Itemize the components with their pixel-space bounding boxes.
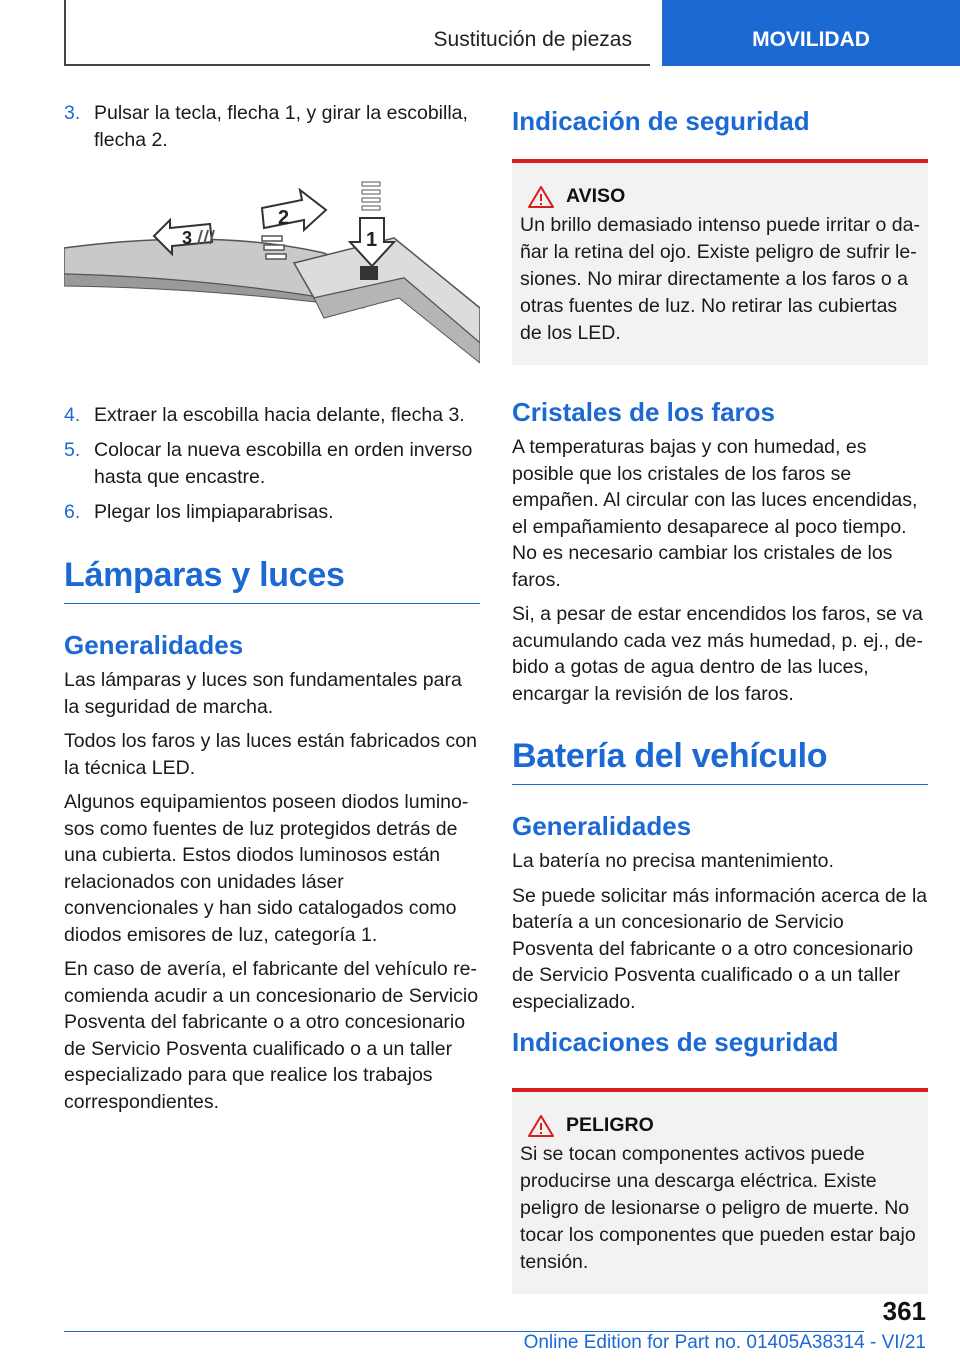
- warning-text: Si se tocan componentes activos puede producirse una descarga eléctrica. Existe peligro de lesionarse o peligro de muerte. No tocar los componentes que pueden estar bajo tensión.: [520, 1143, 916, 1273]
- step-text: Pulsar la tecla, flecha 1, y girar la escobilla, flecha 2.: [94, 102, 468, 151]
- warning-text: Un brillo demasiado intenso puede irritar o dañar la retina del ojo. Existe peligro de sufrir lesiones. No mirar directamente a los faros o a otras fuentes de luz. No retirar las cubiertas de los LED.: [520, 214, 920, 344]
- arrow-rotate-icon: [262, 190, 326, 230]
- paragraph: Si, a pesar de estar encendidos los faros, se va acumulando cada vez más humedad, p. ej., debido a gotas de agua dentro de las luces, encargar la revisión de los faros.: [512, 603, 923, 705]
- paragraph: La batería no precisa mantenimiento.: [512, 850, 834, 872]
- step-number: 6.: [64, 501, 81, 523]
- paragraph: Se puede solicitar más información acerca de la batería a un concesionario de Servicio Posventa del fabricante o a otro concesionario de Servicio Posventa cualificado o a un taller especializado.: [512, 884, 928, 1013]
- warning-label: PELIGRO: [566, 1114, 654, 1136]
- heading-indicaciones-seguridad: Indicaciones de seguridad: [512, 1027, 839, 1057]
- heading-lamparas: Lámparas y luces: [64, 556, 480, 604]
- step-4: [64, 402, 480, 429]
- warning-box-peligro: [512, 1088, 928, 1294]
- rotation-lines-icon: [262, 236, 286, 259]
- motion-lines-icon: [362, 182, 380, 210]
- warning-triangle-icon: [528, 186, 554, 208]
- paragraph: Las lámparas y luces son fundamentales para la seguridad de marcha.: [64, 669, 462, 718]
- wiper-blade-figure: [64, 178, 480, 368]
- footer-edition: Online Edition for Part no. 01405A38314 - VI/21: [523, 1332, 926, 1353]
- arrow-label-2: 2: [278, 207, 290, 229]
- page-number: 361: [882, 1296, 926, 1326]
- warning-triangle-icon: [528, 1115, 554, 1137]
- step-text: Colocar la nueva escobilla en orden inverso hasta que encastre.: [94, 439, 473, 488]
- step-number: 3.: [64, 102, 81, 124]
- paragraph: En caso de avería, el fabricante del vehículo recomienda acudir a un concesionario de Servicio Posventa del fabricante o a otro concesionario de Servicio Posventa cualificado o a un taller especializado para que realice los trabajos correspondientes.: [64, 958, 479, 1113]
- heading-cristales: Cristales de los faros: [512, 397, 775, 427]
- wiper-illustration: [64, 178, 480, 368]
- warning-box-aviso: [512, 159, 928, 365]
- step-6: [64, 499, 480, 526]
- right-column: [512, 100, 928, 1326]
- arrow-label-1: 1: [366, 229, 378, 251]
- step-number: 5.: [64, 439, 81, 461]
- step-text: Plegar los limpiaparabrisas.: [94, 501, 334, 523]
- heading-indicacion-seguridad: Indicación de seguridad: [512, 106, 810, 136]
- arrow-label-3: 3: [182, 228, 193, 248]
- subheading-generalidades: Generalidades: [64, 630, 244, 660]
- step-5: [64, 437, 480, 491]
- page-header: [0, 0, 960, 66]
- paragraph: Algunos equipamientos poseen diodos luminosos como fuentes de luz protegidos detrás de una cubierta. Estos diodos luminosos están relacionados con unidades láser convencionales y han sido catalogados como diodos emisores de luz, categoría 1.: [64, 791, 469, 946]
- warning-label: AVISO: [566, 185, 626, 207]
- step-text: Extraer la escobilla hacia delante, flecha 3.: [94, 404, 465, 426]
- header-tab-movilidad[interactable]: MOVILIDAD: [662, 0, 960, 66]
- heading-bateria: Batería del vehículo: [512, 737, 928, 785]
- header-section-title: Sustitución de piezas: [433, 28, 632, 51]
- paragraph: Todos los faros y las luces están fabricados con la técnica LED.: [64, 730, 477, 779]
- step-3: [64, 100, 480, 154]
- left-column: [64, 100, 480, 1123]
- step-number: 4.: [64, 404, 81, 426]
- subheading-generalidades: Generalidades: [512, 811, 692, 841]
- paragraph: A temperaturas bajas y con humedad, es posible que los cristales de los faros se empañen. Al circular con las luces encendidas, el empañamiento desaparece al poco tiempo. No es necesario cambiar los cristales de los faros.: [512, 436, 918, 591]
